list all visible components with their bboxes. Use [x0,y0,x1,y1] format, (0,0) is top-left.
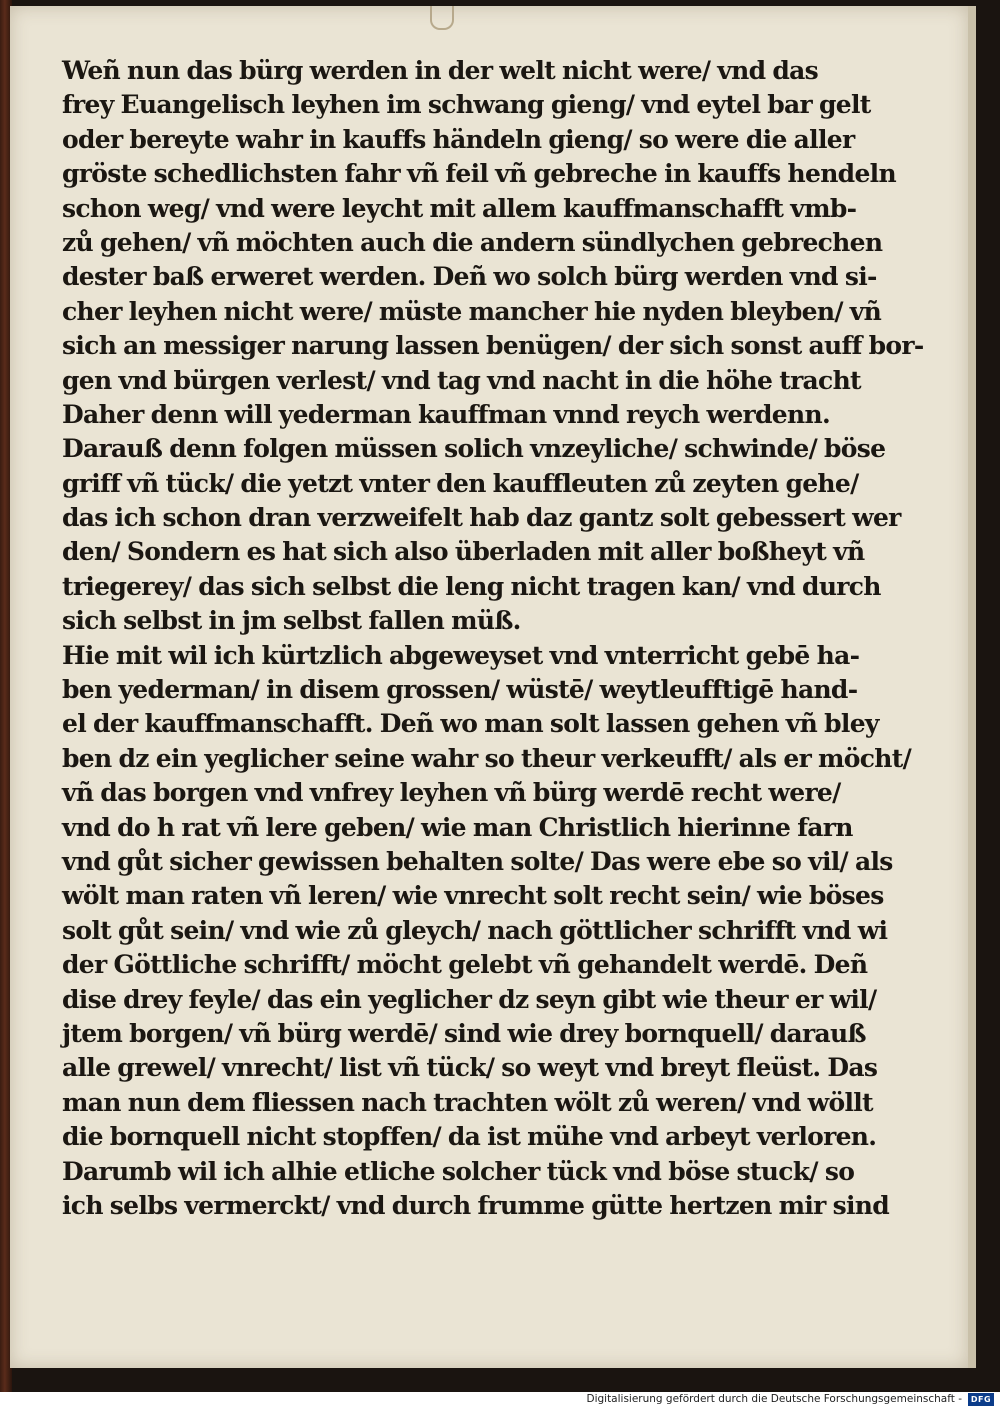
page-text-block [62,54,924,1223]
text-line: dise drey feyle/ das ein yeglicher dz seyn gibt wie theur er wil/ [62,984,877,1014]
text-line: man nun dem fliessen nach trachten wölt zů weren/ vnd wöllt [62,1087,873,1117]
text-line: Darauß denn folgen müssen solich vnzeyliche/ schwinde/ böse [62,434,886,464]
text-line: frey Euangelisch leyhen im schwang gieng/ vnd eytel bar gelt [62,90,871,120]
text-line: die bornquell nicht stopffen/ da ist mühe vnd arbeyt verloren. [62,1122,877,1152]
text-line: ben yederman/ in disem grossen/ wüstē/ weytleufftigē hand- [62,675,858,705]
text-line: der Göttliche schrifft/ möcht gelebt vñ gehandelt werdē. Deñ [62,950,868,980]
text-line: jtem borgen/ vñ bürg werdē/ sind wie drey bornquell/ darauß [62,1018,866,1048]
text-line: gröste schedlichsten fahr vñ feil vñ gebreche in kauffs hendeln [62,159,896,189]
text-line: dester baß erweret werden. Deñ wo solch bürg werden vnd si- [62,262,877,292]
page-stain [430,6,454,30]
text-line: vnd do h rat vñ lere geben/ wie man Christlich hierinne farn [62,812,853,842]
text-line: Weñ nun das bürg werden in der welt nicht were/ vnd das [62,56,819,85]
text-line: cher leyhen nicht were/ müste mancher hie nyden bleyben/ vñ [62,296,882,326]
page-right-edge [968,6,976,1368]
funding-credit: Digitalisierung gefördert durch die Deutsche Forschungsgemeinschaft - [586,1393,962,1405]
text-line: ben dz ein yeglicher seine wahr so theur verkeufft/ als er möcht/ [62,743,912,773]
text-line: alle grewel/ vnrecht/ list vñ tück/ so weyt vnd breyt fleüst. Das [62,1053,878,1083]
text-line: solt gůt sein/ vnd wie zů gleych/ nach göttlicher schrifft vnd wi [62,915,888,945]
text-line: Daher denn will yederman kauffman vnnd reych werdenn. [62,399,830,429]
text-line: triegerey/ das sich selbst die leng nicht tragen kan/ vnd durch [62,571,881,601]
text-line: sich an messiger narung lassen benügen/ der sich sonst auff bor- [62,331,924,361]
text-line: gen vnd bürgen verlest/ vnd tag vnd nacht in die höhe tracht [62,365,861,395]
text-line: ich selbs vermerckt/ vnd durch frumme gütte hertzen mir sind [62,1190,890,1220]
text-line: Darumb wil ich alhie etliche solcher tück vnd böse stuck/ so [62,1156,855,1186]
book-page [10,6,968,1368]
text-line: griff vñ tück/ die yetzt vnter den kauffleuten zů zeyten gehe/ [62,468,859,498]
footer-bar [0,1392,1000,1409]
text-line: schon weg/ vnd were leycht mit allem kauffmanschafft vmb- [62,193,857,223]
text-line: sich selbst in jm selbst fallen müß. [62,606,521,636]
text-line: vñ das borgen vnd vnfrey leyhen vñ bürg werdē recht were/ [62,778,841,808]
text-line: oder bereyte wahr in kauffs händeln gieng/ so were die aller [62,124,855,154]
text-line: el der kauffmanschafft. Deñ wo man solt lassen gehen vñ bley [62,709,879,739]
text-line: den/ Sondern es hat sich also überladen mit aller boßheyt vñ [62,537,865,567]
text-line: zů gehen/ vñ möchten auch die andern sündlychen gebrechen [62,227,883,257]
text-line: das ich schon dran verzweifelt hab daz gantz solt gebessert wer [62,503,901,533]
dfg-logo: DFG [968,1393,994,1406]
text-line: vnd gůt sicher gewissen behalten solte/ Das were ebe so vil/ als [62,846,893,876]
text-line: wölt man raten vñ leren/ wie vnrecht solt recht sein/ wie böses [62,881,884,911]
text-line: Hie mit wil ich kürtzlich abgeweyset vnd vnterricht gebē ha- [62,640,860,670]
